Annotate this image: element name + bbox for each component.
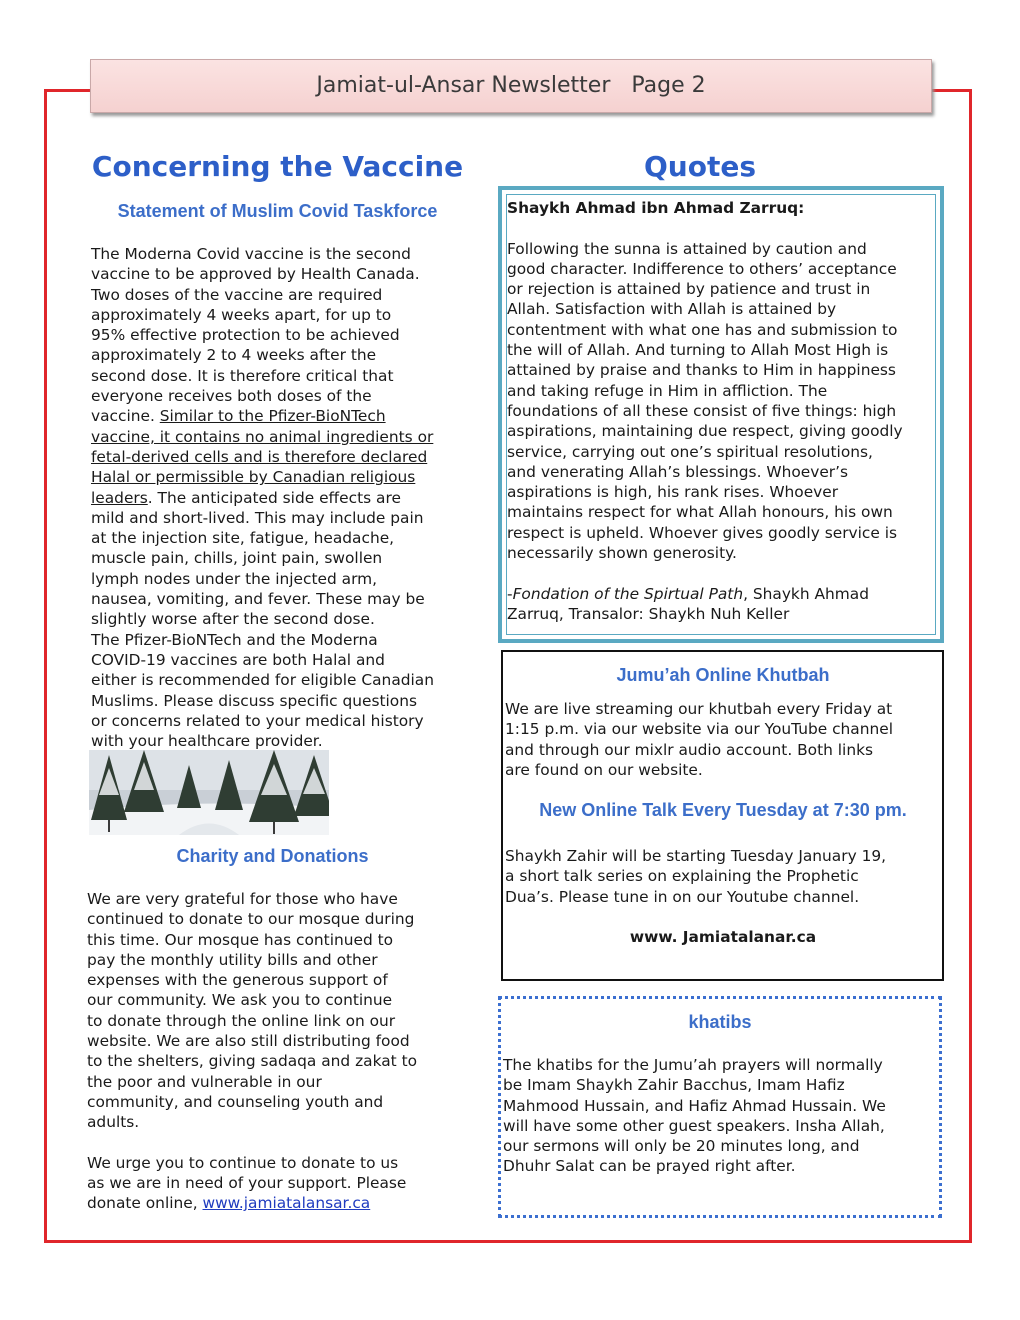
text-line: Muslims. Please discuss specific questions [91,691,417,710]
header-title: Jamiat-ul-Ansar Newsletter Page 2 [316,73,706,98]
text-line: community, and counseling youth and [87,1092,384,1111]
text-line: 1:15 p.m. via our website via our YouTube channel [505,720,893,739]
quote-author: Shaykh Ahmad ibn Ahmad Zarruq: [507,199,805,217]
vaccine-heading: Concerning the Vaccine [91,150,464,183]
text-line: attained by praise and thanks to Him in happiness [507,361,896,380]
text-span: vaccine. [91,407,160,426]
text-line: to the shelters, giving sadaqa and zakat to [87,1052,418,1071]
text-line: as we are in need of your support. Please [87,1174,407,1193]
text-line: and venerating Allah’s blessings. Whoever’s [507,462,849,481]
text-line: We are very grateful for those who have [87,890,398,908]
text-line: adults. [87,1113,140,1132]
text-line: The Pfizer-BioNTech and the Moderna [91,630,378,649]
text-line: the will of Allah. And turning to Allah Most High is [507,341,889,360]
text-line: vaccine to be approved by Health Canada. [91,265,420,284]
text-line: our sermons will only be 20 minutes long, and [503,1137,860,1156]
blank-line [505,907,941,927]
underlined-text: leaders [91,488,148,507]
text-line: Two doses of the vaccine are required [91,285,383,304]
text-line: COVID-19 vaccines are both Halal and [91,650,385,669]
text-line: second dose. It is therefore critical that [91,366,394,385]
text-line: at the injection site, fatigue, headache, [91,529,395,548]
talk-heading: New Online Talk Every Tuesday at 7:30 pm. [539,800,907,820]
donate-link[interactable]: www.jamiatalansar.ca [202,1194,371,1213]
text-line: or concerns related to your medical history [91,711,424,730]
text-line [91,488,471,508]
text-span: - [507,584,513,603]
blank-line [507,218,939,238]
text-line: service, carrying out one’s spiritual resolutions, [507,442,873,461]
text-line: expenses with the generous support of [87,971,388,990]
underlined-line: Halal or permissible by Canadian religious [91,468,416,487]
quote-source [507,584,939,604]
text-line: with your healthcare provider. [91,732,323,751]
winter-forest-photo [89,750,329,835]
quotes-content [507,198,939,624]
text-line: everyone receives both doses of the [91,387,372,406]
text-line: are found on our website. [505,760,703,779]
blank-line [87,1133,467,1153]
text-line: maintains respect for what Allah honours, his own [507,503,893,522]
text-line: Zarruq, Transalor: Shaykh Nuh Keller [507,604,790,623]
text-line: and taking refuge in Him in affliction. The [507,381,828,400]
charity-heading: Charity and Donations [176,846,369,866]
text-line: necessarily shown generosity. [507,544,737,563]
text-line: the poor and vulnerable in our [87,1072,322,1091]
source-title: Fondation of the Spirtual Path [512,584,744,603]
text-line [87,1193,467,1213]
text-line: or rejection is attained by patience and trust in [507,280,871,299]
text-line: pay the monthly utility bills and other [87,950,378,969]
text-line: approximately 2 to 4 weeks after the [91,346,377,365]
text-line [91,406,471,426]
text-line: will have some other guest speakers. Insha Allah, [503,1116,885,1135]
quotes-heading: Quotes [643,150,756,183]
text-line: this time. Our mosque has continued to [87,930,394,949]
text-span: , Shaykh Ahmad [743,584,869,603]
text-line: website. We are also still distributing food [87,1032,410,1051]
text-line: We are live streaming our khutbah every Friday at [505,700,893,718]
text-line: respect is upheld. Whoever gives goodly service is [507,523,898,542]
text-line: aspirations is high, his rank rises. Whoever [507,483,839,502]
khatibs-content [503,1055,939,1177]
text-line: We urge you to continue to donate to us [87,1153,399,1172]
text-span: donate online, [87,1194,203,1213]
text-line: Shaykh Zahir will be starting Tuesday January 19, [505,847,887,865]
text-line: aspirations, maintaining due respect, giving goodly [507,422,903,441]
text-line: muscle pain, chills, joint pain, swollen [91,549,383,568]
text-line: a short talk series on explaining the Prophetic [505,867,859,886]
text-line: either is recommended for eligible Canadian [91,671,434,690]
text-line: foundations of all these consist of five things: high [507,401,897,420]
text-line: Allah. Satisfaction with Allah is attained by [507,300,837,319]
vaccine-subheading: Statement of Muslim Covid Taskforce [117,201,438,221]
underlined-text: Similar to the Pfizer-BioNTech [159,407,386,426]
vaccine-article [91,244,471,751]
khutbah-heading: Jumu’ah Online Khutbah [616,665,830,685]
website-label: www. Jamiatalanar.ca [629,928,817,947]
talk-content [505,846,941,947]
newsletter-header [90,59,932,113]
text-line: our community. We ask you to continue [87,991,393,1010]
text-line: Mahmood Hussain, and Hafiz Ahmad Hussain. We [503,1096,886,1115]
text-line: Dua’s. Please tune in on our Youtube channel. [505,887,860,906]
text-line: to donate through the online link on our [87,1011,396,1030]
khutbah-content [505,699,941,780]
text-line: The khatibs for the Jumu’ah prayers will normally [503,1056,883,1074]
blank-line [507,563,939,583]
underlined-line: vaccine, it contains no animal ingredients or [91,427,434,446]
khatibs-heading: khatibs [688,1012,752,1032]
text-line: 95% effective protection to be achieved [91,326,400,345]
text-line: approximately 4 weeks apart, for up to [91,305,392,324]
text-line: continued to donate to our mosque during [87,910,415,929]
text-line: slightly worse after the second dose. [91,610,375,629]
text-line: The Moderna Covid vaccine is the second [91,245,411,263]
text-line: good character. Indifference to others’ acceptance [507,259,897,278]
text-line: be Imam Shaykh Zahir Bacchus, Imam Hafiz [503,1076,845,1095]
underlined-line: fetal-derived cells and is therefore declared [91,447,428,466]
charity-article [87,889,467,1214]
text-line: Following the sunna is attained by caution and [507,239,867,258]
text-line: mild and short-lived. This may include pain [91,508,424,527]
text-line: and through our mixlr audio account. Both links [505,740,874,759]
text-span: . The anticipated side effects are [147,488,401,507]
text-line: lymph nodes under the injected arm, [91,569,378,588]
text-line: nausea, vomiting, and fever. These may be [91,590,425,609]
text-line: contentment with what one has and submission to [507,320,898,339]
text-line: Dhuhr Salat can be prayed right after. [503,1157,796,1176]
